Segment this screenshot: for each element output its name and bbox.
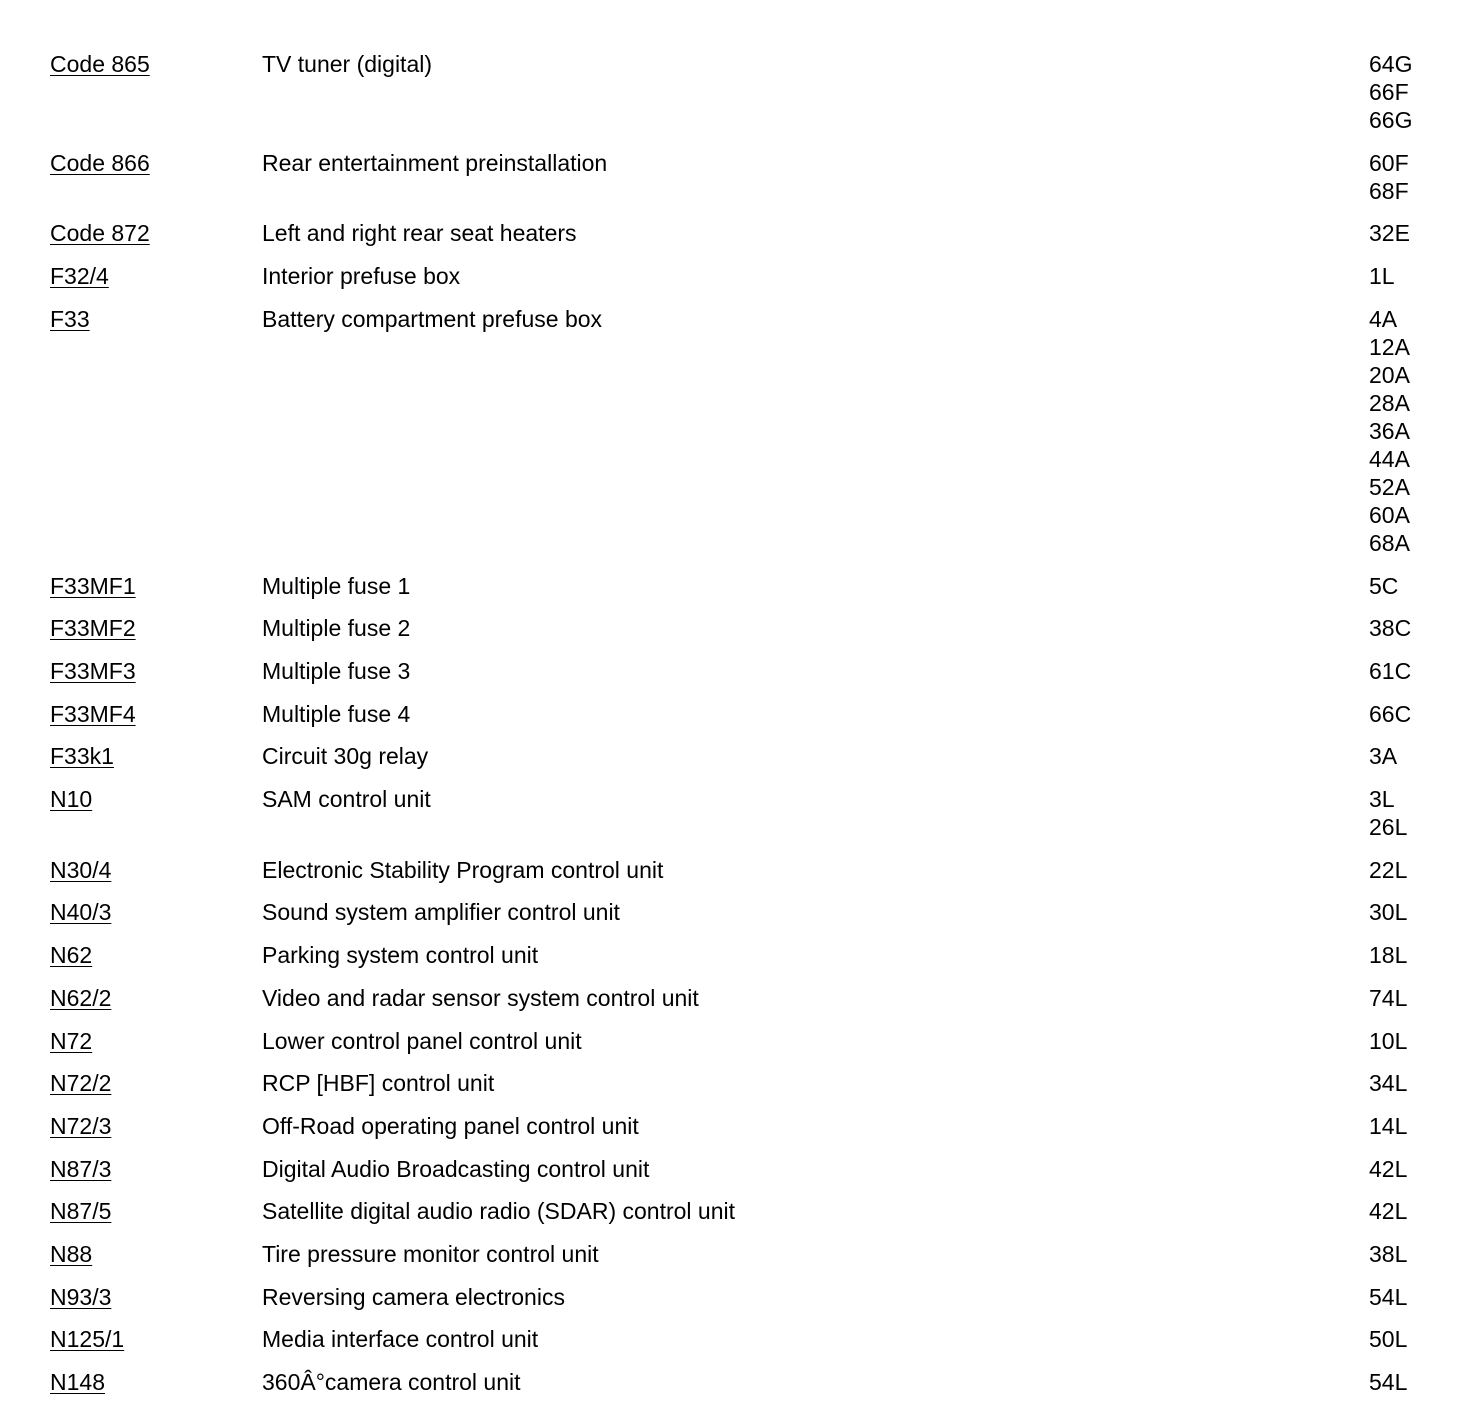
grid-reference: 52A: [1369, 473, 1410, 500]
grid-reference: 66F: [1369, 79, 1409, 105]
grid-reference: 42L: [1369, 1155, 1408, 1182]
grid-reference-list: [1369, 149, 1409, 205]
grid-reference-list: [1369, 572, 1398, 600]
component-code-link[interactable]: N72/2: [50, 1070, 112, 1097]
grid-reference: 44A: [1369, 445, 1410, 472]
grid-reference: 18L: [1369, 942, 1408, 969]
grid-reference: 74L: [1369, 984, 1408, 1011]
grid-reference-list: [1369, 898, 1407, 926]
grid-reference: 22L: [1369, 856, 1408, 883]
component-code-link[interactable]: F33MF1: [50, 572, 136, 599]
component-code-link[interactable]: N30/4: [50, 856, 112, 883]
grid-reference: 36A: [1369, 417, 1410, 444]
grid-reference: 54L: [1369, 1369, 1408, 1396]
component-description: RCP [HBF] control unit: [262, 1070, 495, 1097]
component-code-link[interactable]: N10: [50, 786, 93, 812]
grid-reference: 12A: [1369, 333, 1410, 360]
component-code-link[interactable]: N40/3: [50, 899, 112, 926]
grid-reference: 68F: [1369, 177, 1409, 204]
component-description: Digital Audio Broadcasting control unit: [262, 1155, 650, 1182]
component-code-link[interactable]: Code 865: [50, 51, 150, 77]
component-code-link[interactable]: F33MF3: [50, 657, 136, 684]
component-code-link[interactable]: F33: [50, 305, 90, 332]
grid-reference: 38C: [1369, 615, 1412, 642]
grid-reference-list: [1369, 984, 1407, 1012]
component-code-link[interactable]: F33MF2: [50, 615, 136, 642]
grid-reference: 66C: [1369, 700, 1412, 727]
component-description: Parking system control unit: [262, 942, 539, 969]
grid-reference: 30L: [1369, 899, 1408, 926]
grid-reference: 64G: [1369, 51, 1413, 77]
component-code-link[interactable]: N87/5: [50, 1198, 112, 1225]
grid-reference: 3L: [1369, 786, 1395, 812]
component-description: SAM control unit: [262, 786, 431, 812]
grid-reference: 14L: [1369, 1112, 1408, 1139]
grid-reference-list: [1369, 1240, 1407, 1268]
component-description: Tire pressure monitor control unit: [262, 1241, 599, 1267]
grid-reference: 34L: [1369, 1070, 1408, 1097]
component-code-link[interactable]: N72: [50, 1027, 93, 1054]
component-description: 360Â°camera control unit: [262, 1369, 521, 1396]
component-description: Interior prefuse box: [262, 263, 461, 290]
component-code-link[interactable]: N125/1: [50, 1326, 125, 1353]
component-description: Media interface control unit: [262, 1326, 539, 1353]
component-code-link[interactable]: N62: [50, 942, 93, 969]
component-code-link[interactable]: Code 866: [50, 149, 150, 176]
grid-reference: 20A: [1369, 361, 1410, 388]
component-description: Multiple fuse 2: [262, 615, 411, 642]
grid-reference: 42L: [1369, 1198, 1408, 1225]
grid-reference: 32E: [1369, 220, 1410, 247]
grid-reference-list: [1369, 1325, 1407, 1353]
grid-reference-list: [1369, 1197, 1407, 1225]
component-description: Multiple fuse 3: [262, 657, 411, 684]
grid-reference-list: [1369, 856, 1407, 884]
grid-reference: 54L: [1369, 1283, 1408, 1310]
grid-reference-list: [1369, 1368, 1407, 1396]
component-code-link[interactable]: N148: [50, 1369, 105, 1396]
component-description: Off-Road operating panel control unit: [262, 1112, 639, 1139]
grid-reference: 50L: [1369, 1326, 1408, 1353]
grid-reference-list: [1369, 657, 1411, 685]
component-description: Left and right rear seat heaters: [262, 220, 577, 247]
component-description: Multiple fuse 1: [262, 572, 411, 599]
grid-reference-list: [1369, 262, 1395, 290]
grid-reference: 60A: [1369, 501, 1410, 528]
grid-reference-list: [1369, 1283, 1407, 1311]
grid-reference-list: [1369, 941, 1407, 969]
grid-reference-list: [1369, 305, 1410, 557]
component-description: Rear entertainment preinstallation: [262, 149, 608, 176]
grid-reference: 26L: [1369, 814, 1408, 840]
component-description: Video and radar sensor system control unit: [262, 984, 699, 1011]
component-description: Battery compartment prefuse box: [262, 305, 603, 332]
component-code-link[interactable]: F33k1: [50, 743, 114, 770]
grid-reference: 38L: [1369, 1241, 1408, 1267]
grid-reference: 4A: [1369, 305, 1398, 332]
component-description: Lower control panel control unit: [262, 1027, 582, 1054]
grid-reference: 10L: [1369, 1027, 1408, 1054]
component-description: Multiple fuse 4: [262, 700, 411, 727]
grid-reference: 60F: [1369, 149, 1409, 176]
grid-reference-list: [1369, 219, 1410, 247]
component-code-link[interactable]: N72/3: [50, 1112, 112, 1139]
grid-reference-list: [1369, 1069, 1407, 1097]
grid-reference-list: [1369, 614, 1411, 642]
grid-reference: 66G: [1369, 107, 1413, 133]
component-description: TV tuner (digital): [262, 51, 433, 77]
component-description: Circuit 30g relay: [262, 743, 429, 770]
component-description: Sound system amplifier control unit: [262, 899, 620, 926]
component-description: Electronic Stability Program control unit: [262, 856, 664, 883]
grid-reference-list: [1369, 50, 1412, 134]
grid-reference-list: [1369, 700, 1411, 728]
component-code-link[interactable]: F32/4: [50, 263, 109, 290]
component-code-link[interactable]: N62/2: [50, 984, 112, 1011]
component-description: Satellite digital audio radio (SDAR) control unit: [262, 1198, 736, 1225]
component-code-link[interactable]: N87/3: [50, 1155, 112, 1182]
grid-reference-list: [1369, 742, 1397, 770]
grid-reference: 1L: [1369, 263, 1395, 290]
grid-reference-list: [1369, 1027, 1407, 1055]
component-code-link[interactable]: N88: [50, 1241, 93, 1267]
grid-reference: 68A: [1369, 529, 1410, 556]
grid-reference-list: [1369, 1112, 1407, 1140]
grid-reference: 61C: [1369, 657, 1412, 684]
component-code-link[interactable]: F33MF4: [50, 700, 136, 727]
grid-reference: 3A: [1369, 743, 1398, 770]
grid-reference-list: [1369, 785, 1407, 841]
grid-reference: 28A: [1369, 389, 1410, 416]
grid-reference: 5C: [1369, 572, 1399, 599]
component-description: Reversing camera electronics: [262, 1283, 565, 1310]
grid-reference-list: [1369, 1155, 1407, 1183]
component-code-link[interactable]: Code 872: [50, 220, 150, 247]
component-code-link[interactable]: N93/3: [50, 1283, 112, 1310]
